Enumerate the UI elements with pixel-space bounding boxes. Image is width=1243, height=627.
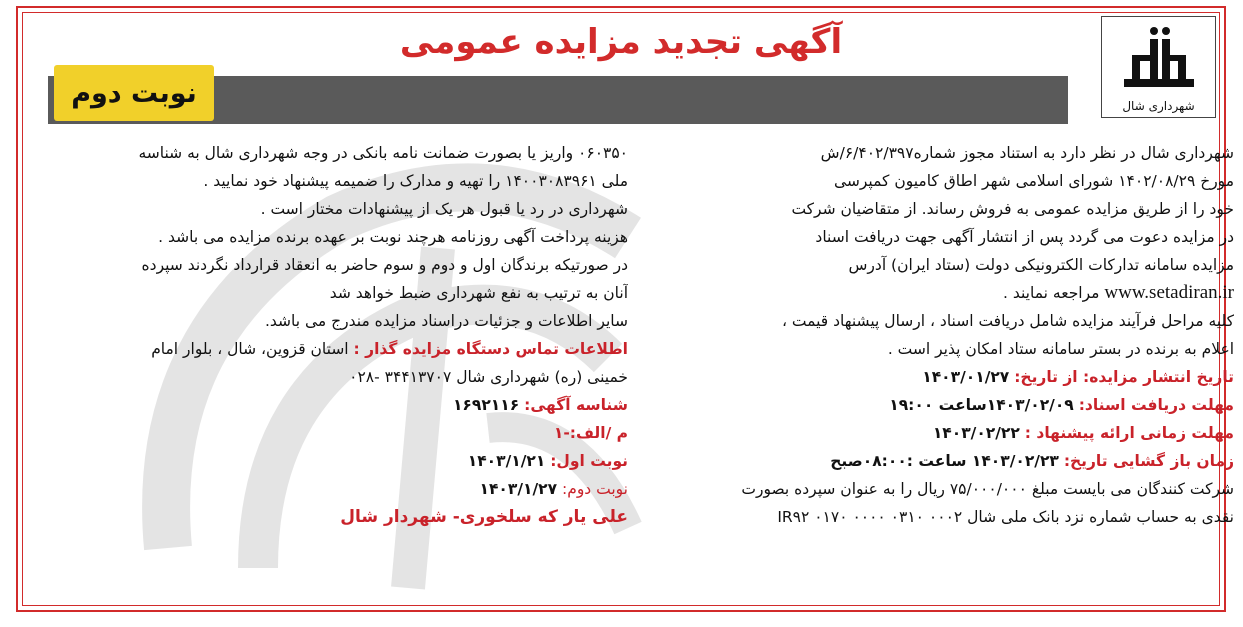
- text-line: خود را از طریق مزایده عمومی به فروش رساند. از متقاضیان شرکت: [791, 200, 1234, 218]
- text-line: سایر اطلاعات و جزئیات دراسناد مزایده مندرج می باشد.: [264, 312, 628, 330]
- announcement-frame: [16, 6, 1234, 612]
- text-line: ملی ۱۴۰۰۳۰۸۳۹۶۱ را تهیه و مدارک را ضمیمه پیشنهاد خود نمایید .: [203, 172, 628, 190]
- ad-id-line: [48, 391, 628, 419]
- logo-caption: شهرداری شال: [1122, 99, 1195, 113]
- ad-code: م /الف:-۱: [553, 424, 628, 442]
- docs-deadline-line: [648, 391, 1234, 419]
- docs-deadline-value: ۱۴۰۳/۰۲/۰۹ساعت ۱۹:۰۰: [889, 396, 1074, 414]
- contact-line: [48, 335, 628, 363]
- contact-value: استان قزوین، شال ، بلوار امام: [151, 340, 349, 358]
- text-line: ۰۶۰۳۵۰ واریز یا بصورت ضمانت نامه بانکی در وجه شهرداری شال به شناسه: [138, 144, 628, 162]
- second-turn-line: [48, 475, 628, 503]
- text-line: خمینی (ره) شهرداری شال ۳۴۴۱۳۷۰۷ -۰۲۸: [349, 368, 628, 386]
- second-turn-value: ۱۴۰۳/۱/۲۷: [479, 480, 558, 498]
- page-title: آگهی تجدید مزایده عمومی: [399, 22, 843, 62]
- text-line: شهرداری در رد یا قبول هر یک از پیشنهادات مختار است .: [260, 200, 628, 218]
- right-column: [648, 139, 1234, 531]
- text-line: شرکت کنندگان می بایست مبلغ ۷۵/۰۰۰/۰۰۰ ریال را به عنوان سپرده بصورت: [741, 480, 1234, 498]
- publish-date-label: تاریخ انتشار مزایده: از تاریخ:: [1014, 368, 1234, 386]
- ad-id-value: ۱۶۹۲۱۱۶: [452, 396, 520, 414]
- publish-date-value: ۱۴۰۳/۰۱/۲۷: [922, 368, 1010, 386]
- publish-date-line: [648, 363, 1234, 391]
- text-line: در مزایده دعوت می گردد پس از انتشار آگهی جهت دریافت اسناد: [815, 228, 1234, 246]
- text-line: کلیه مراحل فرآیند مزایده شامل دریافت اسناد ، ارسال پیشنهاد قیمت ،: [781, 312, 1234, 330]
- text-fragment: مراجعه نمایند .: [1003, 284, 1100, 302]
- offer-deadline-line: [648, 419, 1234, 447]
- text-line: اعلام به برنده در بستر سامانه ستاد امکان پذیر است .: [887, 340, 1234, 358]
- left-column: [48, 139, 628, 531]
- text-line: مورخ ۱۴۰۲/۰۸/۲۹ شورای اسلامی شهر اطاق کامیون کمپرسی: [833, 172, 1234, 190]
- website-url: www.setadiran.ir: [1104, 282, 1234, 303]
- municipality-logo: [1101, 16, 1216, 118]
- offer-deadline-value: ۱۴۰۳/۰۲/۲۲: [932, 424, 1020, 442]
- ad-id-label: شناسه آگهی:: [524, 396, 628, 414]
- text-line: شهرداری شال در نظر دارد به استناد مجوز شماره۶/۴۰۲/۳۹۷/ش: [820, 144, 1234, 162]
- text-line: نقدی به حساب شماره نزد بانک ملی شال IR۹۲ ۰۱۷۰ ۰۰۰۰ ۰۳۱۰ ۰۰۰۲: [777, 508, 1234, 526]
- turn-badge: نوبت دوم: [54, 65, 214, 121]
- second-turn-label: نوبت دوم:: [562, 480, 628, 498]
- docs-deadline-label: مهلت دریافت اسناد:: [1078, 396, 1234, 414]
- text-line: آنان به ترتیب به نفع شهرداری ضبط خواهد شد: [329, 284, 628, 302]
- opening-time-label: زمان باز گشایی تاریخ:: [1063, 452, 1234, 470]
- logo-emblem-icon: [1120, 25, 1198, 91]
- first-turn-label: نوبت اول:: [550, 452, 628, 470]
- first-turn-line: [48, 447, 628, 475]
- text-line: مزایده سامانه تدارکات الکترونیکی دولت (ستاد ایران) آدرس: [848, 256, 1234, 274]
- opening-time-value: ۱۴۰۳/۰۲/۲۳ ساعت :۰۸:۰۰صبح: [830, 452, 1059, 470]
- contact-label: اطلاعات تماس دستگاه مزایده گذار :: [353, 340, 628, 358]
- text-line: هزینه پرداخت آگهی روزنامه هرچند نوبت بر عهده برنده مزایده می باشد .: [158, 228, 628, 246]
- text-line: در صورتیکه برندگان اول و دوم و سوم حاضر به انعقاد قرارداد نگردند سپرده: [141, 256, 628, 274]
- signature: علی یار که سلخوری- شهردار شال: [340, 507, 628, 527]
- url-line: [648, 279, 1234, 307]
- offer-deadline-label: مهلت زمانی ارائه پیشنهاد :: [1024, 424, 1234, 442]
- opening-time-line: [648, 447, 1234, 475]
- first-turn-value: ۱۴۰۳/۱/۲۱: [467, 452, 546, 470]
